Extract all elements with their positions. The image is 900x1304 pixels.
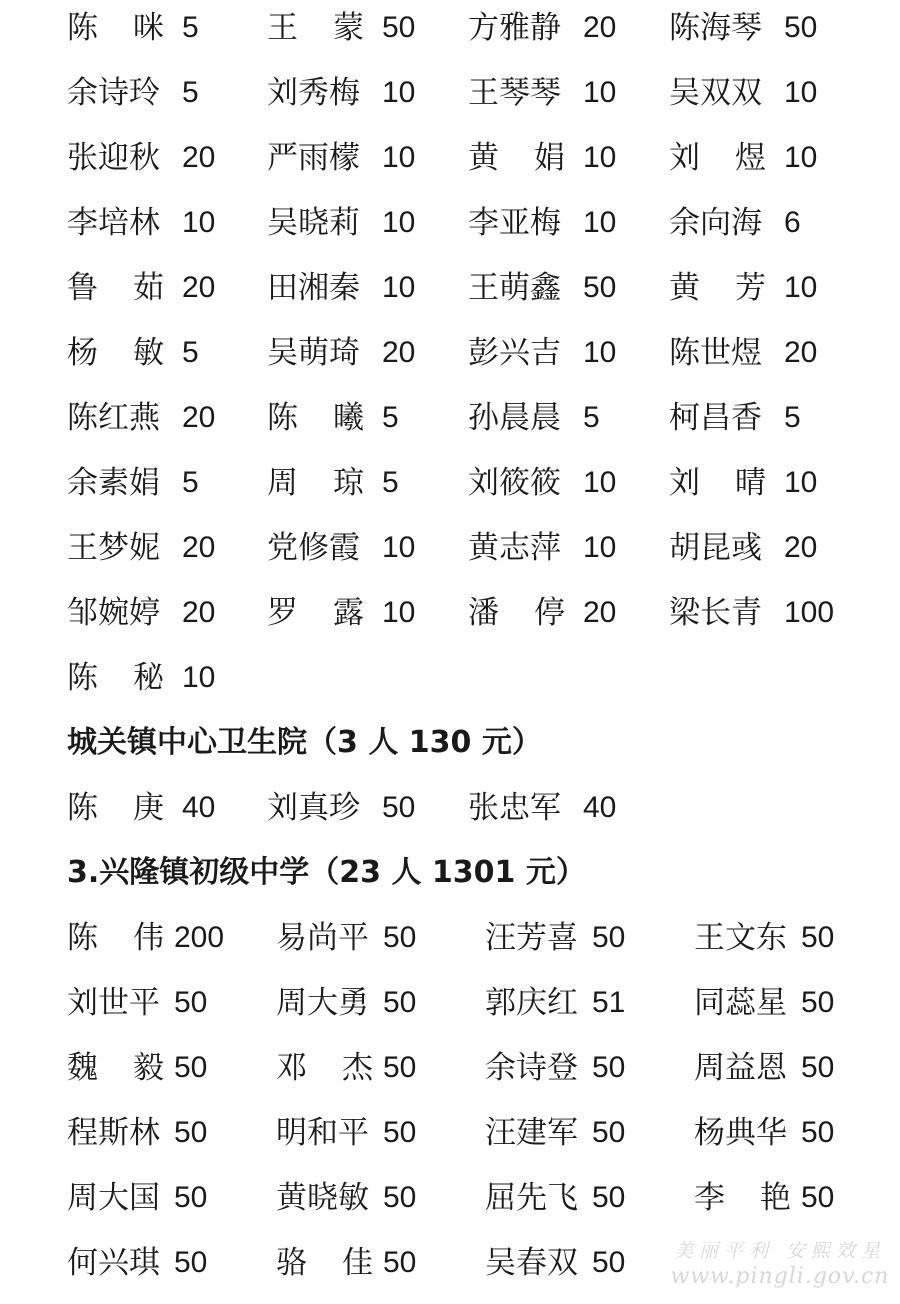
donation-amount: 10 bbox=[583, 531, 617, 564]
donor-name: 陈 庚 bbox=[67, 790, 164, 826]
donation-amount: 20 bbox=[583, 596, 617, 629]
donor-name: 余诗登 bbox=[485, 1050, 578, 1086]
donor-name: 黄志萍 bbox=[468, 530, 561, 566]
donation-amount: 5 bbox=[182, 11, 199, 44]
donation-amount: 50 bbox=[174, 1116, 208, 1149]
donation-amount: 10 bbox=[784, 76, 818, 109]
watermark-slogan: 美丽平利 安熙效星 bbox=[673, 1240, 887, 1262]
donor-name: 王 蒙 bbox=[267, 10, 364, 46]
donor-name: 刘秀梅 bbox=[267, 75, 360, 111]
donation-amount: 20 bbox=[784, 336, 818, 369]
donor-name: 吴春双 bbox=[485, 1245, 578, 1281]
donation-amount: 50 bbox=[801, 1116, 835, 1149]
donor-name: 陈 秘 bbox=[67, 660, 164, 696]
donation-amount: 50 bbox=[801, 1181, 835, 1214]
donor-row bbox=[0, 780, 900, 845]
donation-amount: 50 bbox=[592, 1181, 626, 1214]
donor-name: 鲁 茹 bbox=[67, 270, 164, 306]
donation-amount: 50 bbox=[174, 1246, 208, 1279]
donation-amount: 5 bbox=[784, 401, 801, 434]
donation-amount: 50 bbox=[174, 986, 208, 1019]
donor-name: 周 琼 bbox=[267, 465, 364, 501]
donor-name: 郭庆红 bbox=[485, 985, 578, 1021]
donor-name: 李培林 bbox=[67, 205, 160, 241]
donor-row bbox=[0, 1170, 900, 1235]
donation-amount: 5 bbox=[382, 466, 399, 499]
donation-amount: 10 bbox=[382, 141, 416, 174]
donor-row bbox=[0, 130, 900, 195]
donation-amount: 50 bbox=[174, 1181, 208, 1214]
donation-amount: 5 bbox=[182, 466, 199, 499]
donor-row bbox=[0, 975, 900, 1040]
donation-amount: 40 bbox=[583, 791, 617, 824]
donation-amount: 10 bbox=[583, 466, 617, 499]
donor-name: 邹婉婷 bbox=[67, 595, 160, 631]
donor-name: 陈海琴 bbox=[669, 10, 762, 46]
donor-row bbox=[0, 325, 900, 390]
donor-name: 陈红燕 bbox=[67, 400, 160, 436]
donation-amount: 50 bbox=[801, 1051, 835, 1084]
donor-name: 陈 咪 bbox=[67, 10, 164, 46]
donation-amount: 10 bbox=[583, 336, 617, 369]
donor-name: 吴晓莉 bbox=[267, 205, 360, 241]
donation-amount: 10 bbox=[382, 531, 416, 564]
donation-amount: 50 bbox=[383, 921, 417, 954]
donor-name: 王萌鑫 bbox=[468, 270, 561, 306]
donation-amount: 50 bbox=[784, 11, 818, 44]
donor-row bbox=[0, 260, 900, 325]
donor-name: 刘真珍 bbox=[267, 790, 360, 826]
donor-name: 余诗玲 bbox=[67, 75, 160, 111]
donation-amount: 50 bbox=[801, 986, 835, 1019]
donor-name: 刘筱筱 bbox=[468, 465, 561, 501]
donor-name: 吴萌琦 bbox=[267, 335, 360, 371]
donor-row bbox=[0, 585, 900, 650]
donor-name: 李 艳 bbox=[694, 1180, 791, 1216]
donor-name: 陈 伟 bbox=[67, 920, 164, 956]
donation-amount: 50 bbox=[801, 921, 835, 954]
donor-name: 程斯林 bbox=[67, 1115, 160, 1151]
donor-name: 张迎秋 bbox=[67, 140, 160, 176]
donor-name: 罗 露 bbox=[267, 595, 364, 631]
donor-name: 余向海 bbox=[669, 205, 762, 241]
donor-row bbox=[0, 520, 900, 585]
donor-name: 陈 曦 bbox=[267, 400, 364, 436]
donor-name: 孙晨晨 bbox=[468, 400, 561, 436]
donor-name: 彭兴吉 bbox=[468, 335, 561, 371]
donor-name: 何兴琪 bbox=[67, 1245, 160, 1281]
donor-name: 田湘秦 bbox=[267, 270, 360, 306]
donation-amount: 20 bbox=[182, 271, 216, 304]
donation-amount: 50 bbox=[383, 986, 417, 1019]
donor-name: 方雅静 bbox=[468, 10, 561, 46]
donation-amount: 50 bbox=[592, 1051, 626, 1084]
site-watermark bbox=[668, 1238, 892, 1290]
donor-row bbox=[0, 455, 900, 520]
section-heading-chengguan-health-center: 城关镇中心卫生院（3 人 130 元） bbox=[67, 725, 542, 760]
donor-row bbox=[0, 1105, 900, 1170]
donor-name: 骆 佳 bbox=[276, 1245, 373, 1281]
donor-name: 屈先飞 bbox=[485, 1180, 578, 1216]
donor-name: 周大勇 bbox=[276, 985, 369, 1021]
donor-row bbox=[0, 0, 900, 65]
watermark-url: www.pingli.gov.cn bbox=[670, 1264, 890, 1289]
donor-name: 邓 杰 bbox=[276, 1050, 373, 1086]
donor-name: 王琴琴 bbox=[468, 75, 561, 111]
donor-name: 汪芳喜 bbox=[485, 920, 578, 956]
donor-name: 黄 娟 bbox=[468, 140, 565, 176]
donation-amount: 10 bbox=[583, 141, 617, 174]
donation-amount: 20 bbox=[382, 336, 416, 369]
donor-row bbox=[0, 390, 900, 455]
donation-amount: 50 bbox=[383, 1051, 417, 1084]
donor-name: 易尚平 bbox=[276, 920, 369, 956]
donor-name: 同蕊星 bbox=[694, 985, 787, 1021]
donor-name: 梁长青 bbox=[669, 595, 762, 631]
donor-name: 黄晓敏 bbox=[276, 1180, 369, 1216]
donation-amount: 20 bbox=[182, 141, 216, 174]
donation-amount: 10 bbox=[784, 466, 818, 499]
donor-row bbox=[0, 1040, 900, 1105]
donation-amount: 10 bbox=[583, 206, 617, 239]
donation-amount: 50 bbox=[382, 791, 416, 824]
donation-amount: 10 bbox=[382, 271, 416, 304]
donor-name: 王梦妮 bbox=[67, 530, 160, 566]
donation-amount: 20 bbox=[784, 531, 818, 564]
donation-amount: 50 bbox=[383, 1181, 417, 1214]
donation-amount: 10 bbox=[583, 76, 617, 109]
donor-name: 严雨檬 bbox=[267, 140, 360, 176]
donor-name: 余素娟 bbox=[67, 465, 160, 501]
donor-name: 明和平 bbox=[276, 1115, 369, 1151]
donor-name: 潘 停 bbox=[468, 595, 565, 631]
donation-amount: 5 bbox=[583, 401, 600, 434]
donation-amount: 5 bbox=[182, 336, 199, 369]
donor-row bbox=[0, 650, 900, 715]
donation-amount: 51 bbox=[592, 986, 626, 1019]
donor-name: 李亚梅 bbox=[468, 205, 561, 241]
donor-name: 柯昌香 bbox=[669, 400, 762, 436]
donation-amount: 50 bbox=[583, 271, 617, 304]
donation-amount: 20 bbox=[583, 11, 617, 44]
donor-name: 周大国 bbox=[67, 1180, 160, 1216]
donation-amount: 10 bbox=[182, 661, 216, 694]
donation-amount: 20 bbox=[182, 401, 216, 434]
donor-name: 陈世煜 bbox=[669, 335, 762, 371]
donation-amount: 10 bbox=[182, 206, 216, 239]
donation-amount: 10 bbox=[382, 76, 416, 109]
donor-name: 王文东 bbox=[694, 920, 787, 956]
donor-name: 汪建军 bbox=[485, 1115, 578, 1151]
donation-amount: 10 bbox=[784, 141, 818, 174]
donation-amount: 20 bbox=[182, 531, 216, 564]
donation-amount: 10 bbox=[382, 596, 416, 629]
donor-name: 魏 毅 bbox=[67, 1050, 164, 1086]
donation-amount: 5 bbox=[382, 401, 399, 434]
donor-name: 黄 芳 bbox=[669, 270, 766, 306]
donor-name: 刘 煜 bbox=[669, 140, 766, 176]
donation-amount: 50 bbox=[174, 1051, 208, 1084]
section-heading-xinglong-middle-school: 3.兴隆镇初级中学（23 人 1301 元） bbox=[67, 855, 586, 890]
donation-amount: 200 bbox=[174, 921, 225, 954]
donor-row bbox=[0, 65, 900, 130]
donation-amount: 10 bbox=[784, 271, 818, 304]
donor-name: 刘世平 bbox=[67, 985, 160, 1021]
donation-amount: 6 bbox=[784, 206, 801, 239]
donation-amount: 50 bbox=[592, 1246, 626, 1279]
donation-amount: 20 bbox=[182, 596, 216, 629]
donation-amount: 50 bbox=[383, 1116, 417, 1149]
donation-amount: 50 bbox=[382, 11, 416, 44]
donor-row bbox=[0, 195, 900, 260]
donor-name: 党修霞 bbox=[267, 530, 360, 566]
donor-name: 周益恩 bbox=[694, 1050, 787, 1086]
donation-amount: 10 bbox=[382, 206, 416, 239]
donor-row bbox=[0, 910, 900, 975]
donation-amount: 50 bbox=[592, 1116, 626, 1149]
donor-name: 张忠军 bbox=[468, 790, 561, 826]
donation-amount: 50 bbox=[592, 921, 626, 954]
donation-amount: 50 bbox=[383, 1246, 417, 1279]
donation-amount: 5 bbox=[182, 76, 199, 109]
donor-name: 刘 晴 bbox=[669, 465, 766, 501]
donor-name: 胡昆彧 bbox=[669, 530, 762, 566]
donor-name: 杨典华 bbox=[694, 1115, 787, 1151]
donor-name: 杨 敏 bbox=[67, 335, 164, 371]
donor-name: 吴双双 bbox=[669, 75, 762, 111]
donation-amount: 40 bbox=[182, 791, 216, 824]
donation-amount: 100 bbox=[784, 596, 835, 629]
